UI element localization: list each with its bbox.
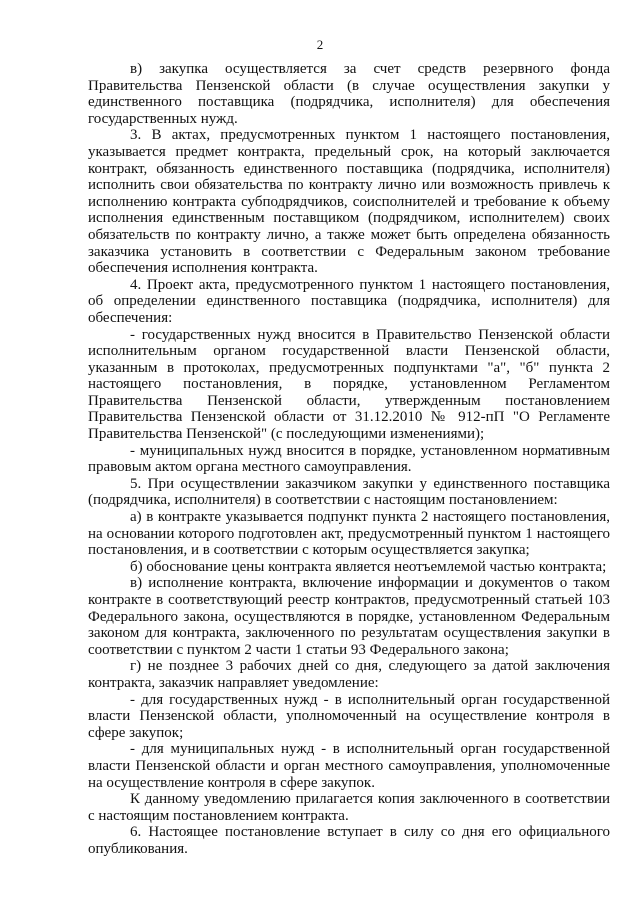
paragraph-5a: а) в контракте указывается подпункт пункта 2 настоящего постановления, на основании которого подготовлен акт, предусмотренный пунктом 1 настоящего постановления, и в соответствии с которым осуществляется закупка; [88, 509, 610, 559]
paragraph-5g-state-needs: - для государственных нужд - в исполнительный орган государственной власти Пензенской области, уполномоченный на осуществление контроля в сфере закупок; [88, 691, 610, 741]
paragraph-5g-municipal-needs: - для муниципальных нужд - в исполнительный орган государственной власти Пензенской области и орган местного самоуправления, уполномоченные на осуществление контроля в сфере закупок. [88, 741, 610, 791]
paragraph-notice-attachment: К данному уведомлению прилагается копия заключенного в соответствии с настоящим постановлением контракта. [88, 791, 610, 824]
paragraph-6: 6. Настоящее постановление вступает в силу со дня его официального опубликования. [88, 824, 610, 857]
paragraph-4-municipal-needs: - муниципальных нужд вносится в порядке, установленном нормативным правовым актом органа местного самоуправления. [88, 442, 610, 476]
paragraph-5g: г) не позднее 3 рабочих дней со дня, следующего за датой заключения контракта, заказчик направляет уведомление: [88, 658, 610, 691]
paragraph-5: 5. При осуществлении заказчиком закупки у единственного поставщика (подрядчика, исполнителя) в соответствии с настоящим постановлением: [88, 475, 610, 509]
paragraph-5v: в) исполнение контракта, включение информации и документов о таком контракте в соответствующий реестр контрактов, предусмотренный статьей 103 Федерального закона, осуществляются в порядке, установленном Федеральным законом для контракта, заключенного по результатам осуществления закупки в соответствии с пунктом 2 части 1 статьи 93 Федерального закона; [88, 575, 610, 658]
paragraph-4-state-needs: - государственных нужд вносится в Правительство Пензенской области исполнительным органом государственной власти Пензенской области, указанным в протоколах, предусмотренных подпунктами "а", "б" пункта 2 настоящего постановления, в порядке, установленном Регламентом Правительства Пензенской области, утвержденным постановлением Правительства Пензенской области от 31.12.2010 № 912-пП "О Регламенте Правительства Пензенской" (с последующими изменениями); [88, 326, 610, 443]
paragraph-3v-reserve-fund: в) закупка осуществляется за счет средств резервного фонда Правительства Пензенской области (в случае осуществления закупки у единственного поставщика (подрядчика, исполнителя) для обеспечения государственных нужд. [88, 61, 610, 127]
paragraph-5b: б) обоснование цены контракта является неотъемлемой частью контракта; [130, 558, 607, 575]
paragraph-4: 4. Проект акта, предусмотренного пунктом 1 настоящего постановления, об определении единственного поставщика (подрядчика, исполнителя) для обеспечения: [88, 276, 610, 326]
document-body [88, 61, 610, 858]
page-number: 2 [316, 37, 324, 52]
paragraph-3: 3. В актах, предусмотренных пунктом 1 настоящего постановления, указывается предмет контракта, предельный срок, на который заключается контракт, обязанность единственного поставщика (подрядчика, исполнителя) исполнить свои обязательства по контракту лично или возможность привлечь к исполнению контракта субподрядчиков, соисполнителей и требование к объему исполнения единственным поставщиком (подрядчиком, исполнителем) своих обязательств по контракту лично, а также может быть определена обязанность заказчика установить в соответствии с Федеральным законом требование обеспечения исполнения контракта. [88, 127, 610, 277]
